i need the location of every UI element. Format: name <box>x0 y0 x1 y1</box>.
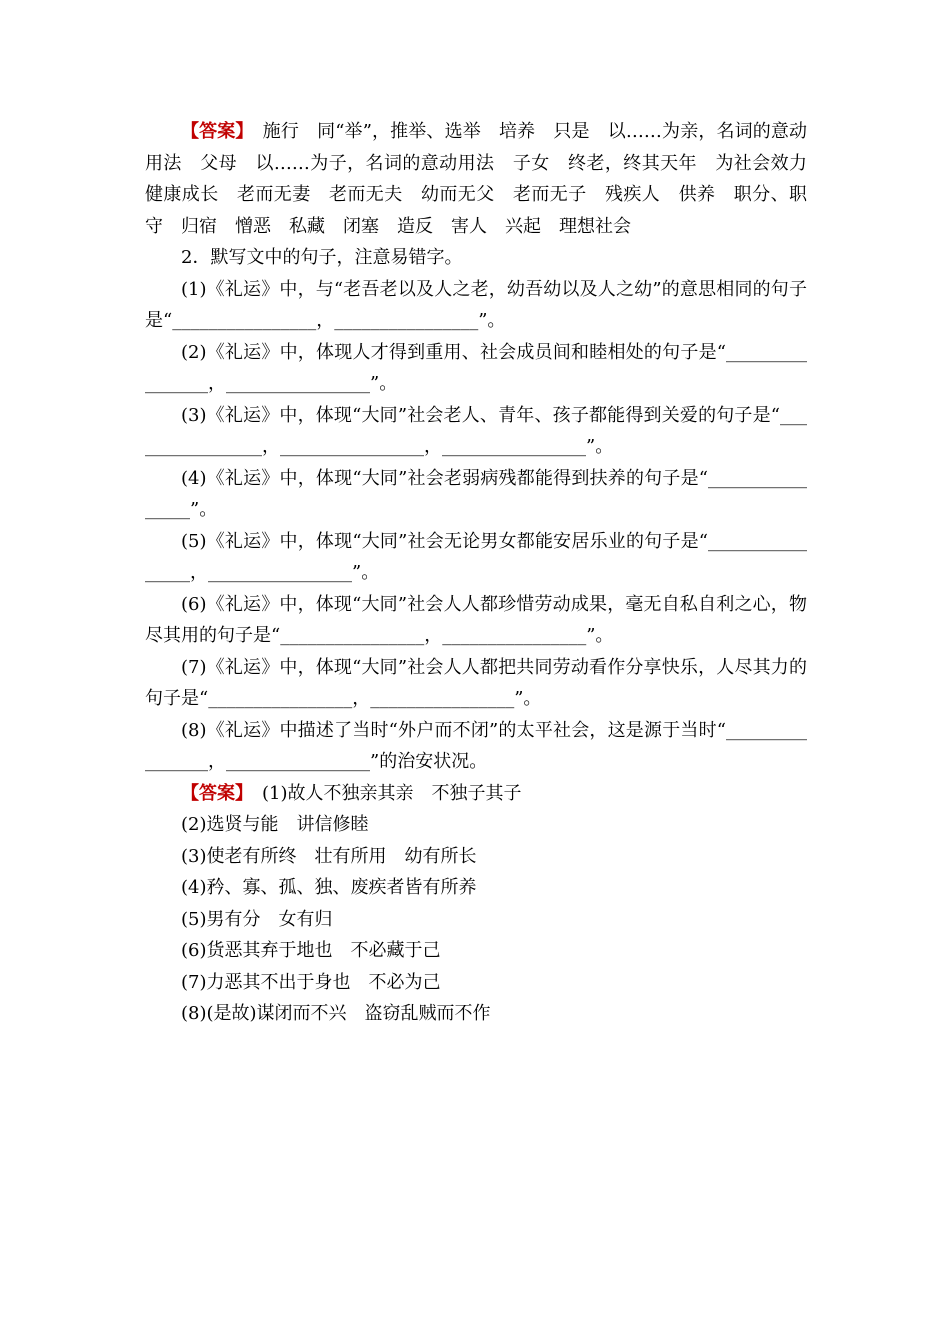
question-4: (4)《礼运》中，体现“大同”社会老弱病残都能得到扶养的句子是“________________”。 <box>145 467 807 520</box>
answer-item-1: (1)故人不独亲其亲 不独子其子 <box>244 782 522 804</box>
question-3: (3)《礼运》中，体现“大同”社会老人、青年、孩子都能得到关爱的句子是“________________，________________，________________”。 <box>145 404 807 457</box>
answer-item-7: (7)力恶其不出于身也 不必为己 <box>181 971 441 993</box>
answer-paragraph-1 <box>145 116 825 242</box>
section-title: 2．默写文中的句子，注意易错字。 <box>181 247 463 268</box>
question-5: (5)《礼运》中，体现“大同”社会无论男女都能安居乐业的句子是“________________，________________”。 <box>145 530 807 583</box>
answer-item-6: (6)货恶其弃于地也 不必藏于己 <box>181 940 441 961</box>
question-8: (8)《礼运》中描述了当时“外户而不闭”的太平社会，这是源于当时“________________，________________”的治安状况。 <box>145 719 807 772</box>
answer-item-2: (2)选贤与能 讲信修睦 <box>181 814 369 835</box>
question-1: (1)《礼运》中，与“老吾老以及人之老，幼吾幼以及人之幼”的意思相同的句子是“________________，________________”。 <box>145 278 807 331</box>
question-2: (2)《礼运》中，体现人才得到重用、社会成员间和睦相处的句子是“________________，________________”。 <box>145 341 807 394</box>
answer-item-5: (5)男有分 女有归 <box>181 908 333 930</box>
answer-tag: 【答案】 <box>181 121 245 142</box>
answer-text: 施行 同“举”，推举、选举 培养 只是 以……为亲，名词的意动用法 父母 以……为子，名词的意动用法 子女 终老，终其天年 为社会效力 健康成长 老而无妻 老而无夫 幼而无父 老而无子 残疾人 供养 职分、职守 归宿 憎恶 私藏 闭塞 造反 害人 兴起 理想社会 <box>145 121 825 237</box>
answer-paragraph-2 <box>145 778 807 810</box>
question-6: (6)《礼运》中，体现“大同”社会人人都珍惜劳动成果，毫无自私自利之心，物尽其用的句子是“________________，________________”。 <box>145 593 807 646</box>
document-page <box>145 116 825 1030</box>
answer-item-3: (3)使老有所终 壮有所用 幼有所长 <box>181 845 477 867</box>
answer-item-4: (4)矜、寡、孤、独、废疾者皆有所养 <box>181 877 477 898</box>
answer-item-8: (8)(是故)谋闭而不兴 盗窃乱贼而不作 <box>181 1003 491 1024</box>
question-7: (7)《礼运》中，体现“大同”社会人人都把共同劳动看作分享快乐，人尽其力的句子是“________________，________________”。 <box>145 656 807 709</box>
answer-tag: 【答案】 <box>181 782 244 804</box>
